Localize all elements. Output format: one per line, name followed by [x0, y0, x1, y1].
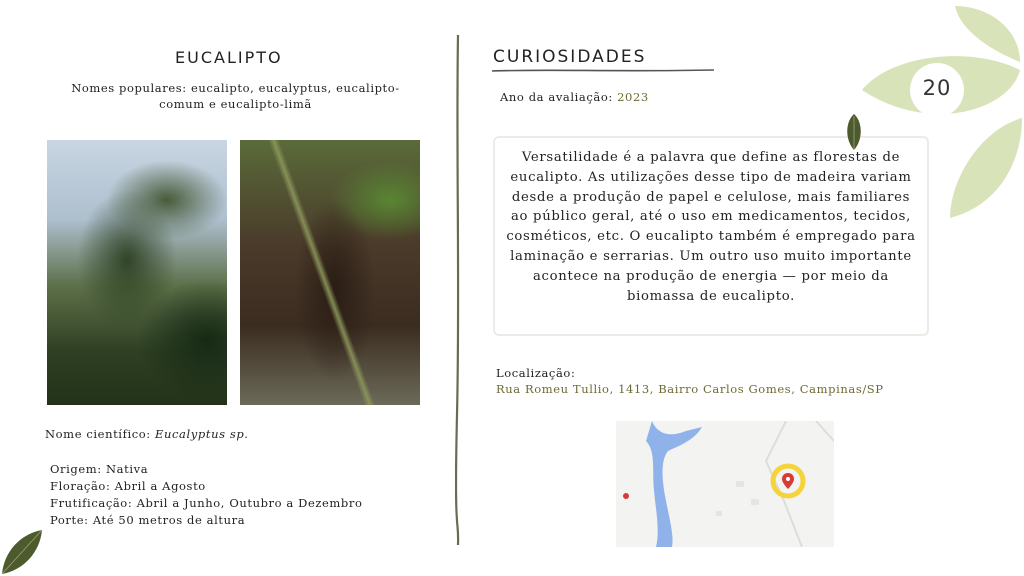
nomes-populares: Nomes populares: eucalipto, eucalyptus, eucalipto-comum e eucalipto-limã	[71, 81, 400, 111]
ano-label: Ano da avaliação:	[500, 90, 618, 104]
tree-photo	[47, 140, 227, 405]
curiosity-text: Versatilidade é a palavra que define as florestas de eucalipto. As utilizações desse tipo de madeira variam desde a produção de papel e celulose, mais familiares ao público geral, até o uso em medicamentos, tecidos, cosméticos, etc. O eucalipto também é empregado para laminação e serrarias. Um outro uso muito importante acontece na produção de energia — por meio da biomassa de eucalipto.	[506, 150, 916, 304]
leaf-decoration	[860, 0, 1024, 230]
detail-frutificacao: Frutificação: Abril a Junho, Outubro a Dezembro	[50, 496, 363, 510]
nome-cientifico-value: Eucalyptus sp.	[155, 427, 249, 441]
map-graphic	[616, 421, 834, 547]
section-title: CURIOSIDADES	[493, 47, 647, 67]
leaf-icon	[0, 528, 46, 576]
page-number: 20	[922, 76, 952, 100]
column-divider	[455, 35, 461, 545]
page-title: EUCALIPTO	[175, 48, 283, 67]
localizacao-value: Rua Romeu Tullio, 1413, Bairro Carlos Gomes, Campinas/SP	[496, 382, 884, 396]
title-underline	[492, 68, 714, 73]
details-list	[50, 461, 363, 529]
leaf-icon	[843, 112, 865, 152]
nome-cientifico	[45, 427, 249, 441]
localizacao-label: Localização:	[496, 366, 576, 380]
detail-floracao: Floração: Abril a Agosto	[50, 479, 206, 493]
trunk-photo	[240, 140, 420, 405]
ano-avaliacao	[500, 90, 649, 104]
detail-porte: Porte: Até 50 metros de altura	[50, 513, 246, 527]
detail-origem: Origem: Nativa	[50, 462, 149, 476]
location-map[interactable]	[616, 421, 834, 547]
nome-cientifico-label: Nome científico:	[45, 427, 156, 441]
ano-value: 2023	[617, 90, 649, 104]
